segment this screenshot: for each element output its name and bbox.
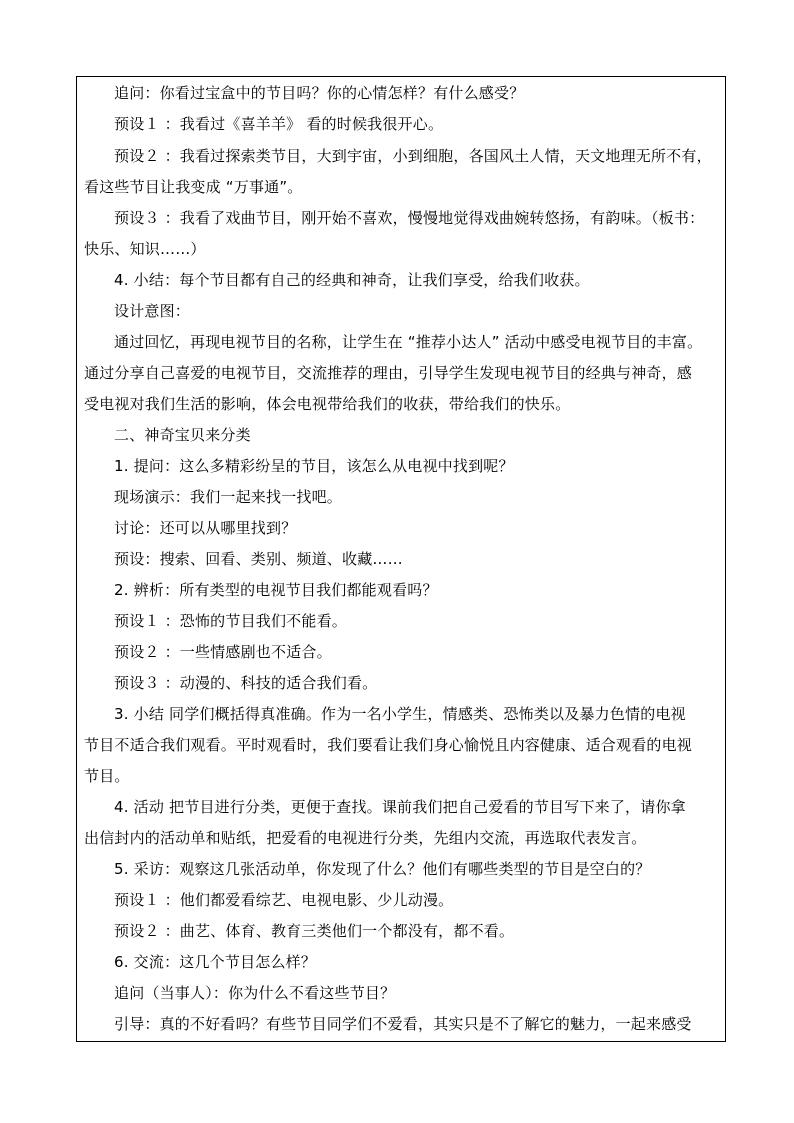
text-line: 引导：真的不好看吗？有些节目同学们不爱看，其实只是不了解它的魅力，一起来感受 xyxy=(114,1015,692,1033)
text-line: 追问：你看过宝盒中的节目吗？你的心情怎样？有什么感受？ xyxy=(114,84,525,102)
text-line: 出信封内的活动单和贴纸，把爱看的电视进行分类，先组内交流，再选取代表发言。 xyxy=(84,829,647,847)
text-line: 预设３ ：我看了戏曲节目，刚开始不喜欢，慢慢地觉得戏曲婉转悠扬，有韵味。（板书： xyxy=(114,209,705,227)
text-line: 预设１ ：他们都爱看综艺、电视电影、少儿动漫。 xyxy=(114,891,454,909)
text-line: 5. 采访：观察这几张活动单，你发现了什么？他们有哪些类型的节目是空白的？ xyxy=(114,860,651,878)
section-heading: 二、神奇宝贝来分类 xyxy=(114,426,251,444)
text-line: 预设１ ：我看过《喜羊羊》 看的时候我很开心。 xyxy=(114,115,444,133)
text-line: 预设２ ：曲艺、体育、教育三类他们一个都没有，都不看。 xyxy=(114,922,515,940)
text-line: 3. 小结 同学们概括得真准确。作为一名小学生，情感类、恐怖类以及暴力色情的电视 xyxy=(114,705,686,723)
text-line: 看这些节目让我变成 “万事通”。 xyxy=(84,178,303,196)
text-line: 节目不适合我们观看。平时观看时，我们要看让我们身心愉悦且内容健康、适合观看的电视 xyxy=(84,736,693,754)
text-line: 通过回忆，再现电视节目的名称，让学生在 “推荐小达人” 活动中感受电视节目的丰富。 xyxy=(114,333,703,351)
text-line: 受电视对我们生活的影响，体会电视带给我们的收获，带给我们的快乐。 xyxy=(84,395,571,413)
text-line: 预设２ ：我看过探索类节目，大到宇宙，小到细胞，各国风土人情，天文地理无所不有， xyxy=(114,147,712,165)
text-line: 讨论：还可以从哪里找到？ xyxy=(114,519,297,537)
text-line: 2. 辨析：所有类型的电视节目我们都能观看吗？ xyxy=(114,581,438,599)
text-line: 预设１ ：恐怖的节目我们不能看。 xyxy=(114,612,347,630)
text-line: 预设：搜索、回看、类别、频道、收藏…… xyxy=(114,550,403,568)
text-line: 4. 活动 把节目进行分类，更便于查找。课前我们把自己爱看的节目写下来了，请你拿 xyxy=(114,798,686,816)
text-line: 预设３ ：动漫的、科技的适合我们看。 xyxy=(114,674,378,692)
text-line: 快乐、知识……） xyxy=(84,240,206,258)
text-line: 节目。 xyxy=(84,767,130,785)
text-line: 追问（当事人）：你为什么不看这些节目？ xyxy=(114,984,396,1002)
text-line: 现场演示：我们一起来找一找吧。 xyxy=(114,488,343,506)
text-line: 设计意图： xyxy=(114,302,191,320)
text-line: 4. 小结：每个节目都有自己的经典和神奇，让我们享受，给我们收获。 xyxy=(114,271,590,289)
text-line: 1. 提问：这么多精彩纷呈的节目，该怎么从电视中找到呢？ xyxy=(114,457,514,475)
text-line: 通过分享自己喜爱的电视节目，交流推荐的理由，引导学生发现电视节目的经典与神奇，感 xyxy=(84,364,693,382)
text-line: 6. 交流：这几个节目怎么样？ xyxy=(114,953,317,971)
text-line: 预设２ ：一些情感剧也不适合。 xyxy=(114,643,332,661)
